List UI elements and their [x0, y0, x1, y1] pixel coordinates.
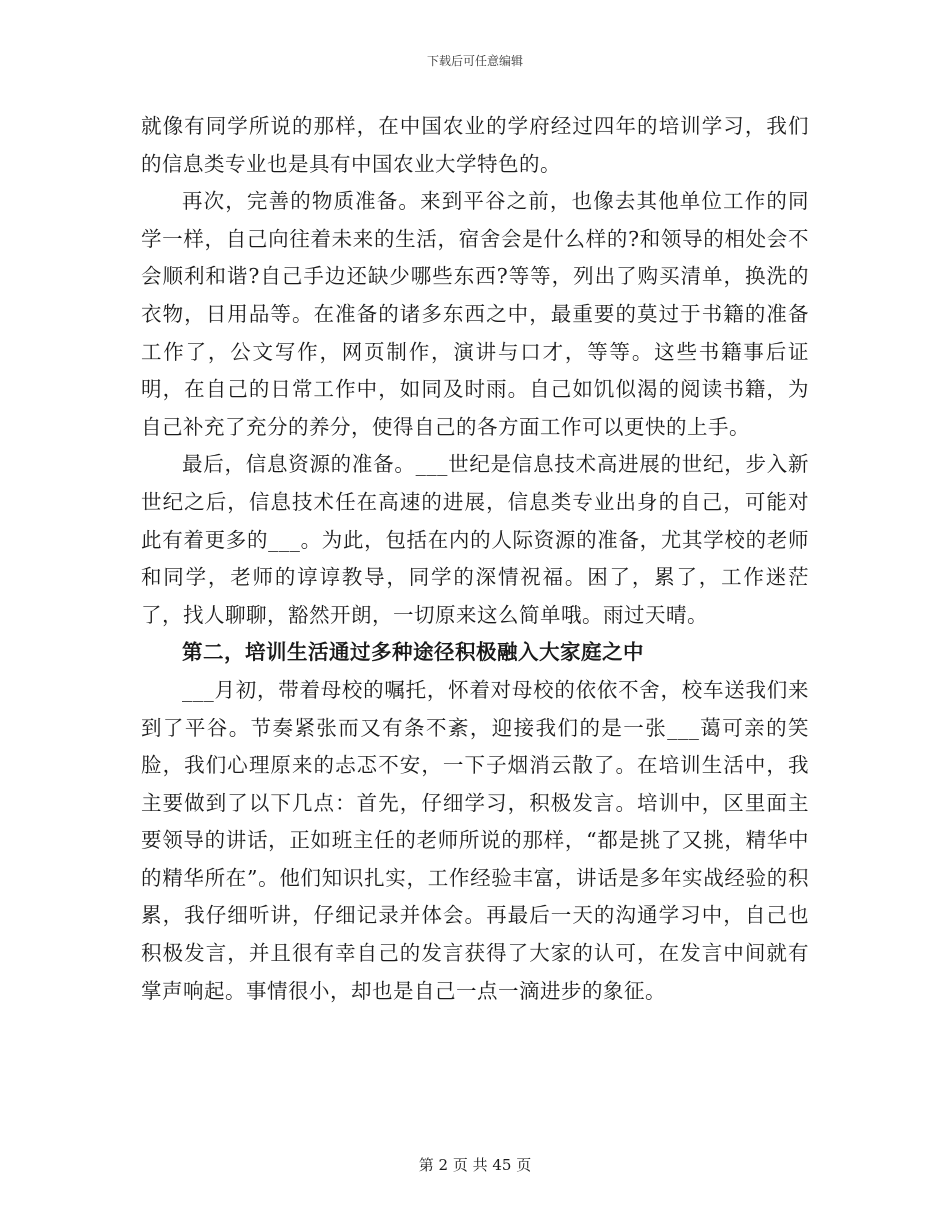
document-body	[141, 108, 809, 1010]
paragraph-material-preparation: 再次，完善的物质准备。来到平谷之前，也像去其他单位工作的同学一样，自己向往着未来的生活，宿舍会是什么样的?和领导的相处会不会顺利和谐?自己手边还缺少哪些东西?等等，列出了购买清单，换洗的衣物，日用品等。在准备的诸多东西之中，最重要的莫过于书籍的准备工作了，公文写作，网页制作，演讲与口才，等等。这些书籍事后证明，在自己的日常工作中，如同及时雨。自己如饥似渴的阅读书籍，为自己补充了充分的养分，使得自己的各方面工作可以更快的上手。	[141, 189, 809, 439]
section-heading: 第二，培训生活通过多种途径积极融入大家庭之中	[182, 640, 644, 665]
paragraph-information-resources: 最后，信息资源的准备。___世纪是信息技术高进展的世纪，步入新世纪之后，信息技术任在高速的进展，信息类专业出身的自己，可能对此有着更多的___。为此，包括在内的人际资源的准备，尤其学校的老师和同学，老师的谆谆教导，同学的深情祝福。困了，累了，工作迷茫了，找人聊聊，豁然开朗，一切原来这么简单哦。雨过天晴。	[141, 452, 809, 627]
paragraph-continuation: 就像有同学所说的那样，在中国农业的学府经过四年的培训学习，我们的信息类专业也是具有中国农业大学特色的。	[141, 114, 809, 176]
page-number: 第 2 页 共 45 页	[418, 1156, 532, 1174]
paragraph-training-life: ___月初，带着母校的嘱托，怀着对母校的依依不舍，校车送我们来到了平谷。节奏紧张而又有条不紊，迎接我们的是一张___蔼可亲的笑脸，我们心理原来的忐忑不安，一下子烟消云散了。在培训生活中，我主要做到了以下几点：首先，仔细学习，积极发言。培训中，区里面主要领导的讲话，正如班主任的老师所说的那样，“都是挑了又挑，精华中的精华所在”。他们知识扎实，工作经验丰富，讲话是多年实战经验的积累，我仔细听讲，仔细记录并体会。再最后一天的沟通学习中，自己也积极发言，并且很有幸自己的发言获得了大家的认可，在发言中间就有掌声响起。事情很小，却也是自己一点一滴进步的象征。	[141, 677, 809, 1003]
page-header: 下载后可任意编辑	[426, 54, 523, 68]
